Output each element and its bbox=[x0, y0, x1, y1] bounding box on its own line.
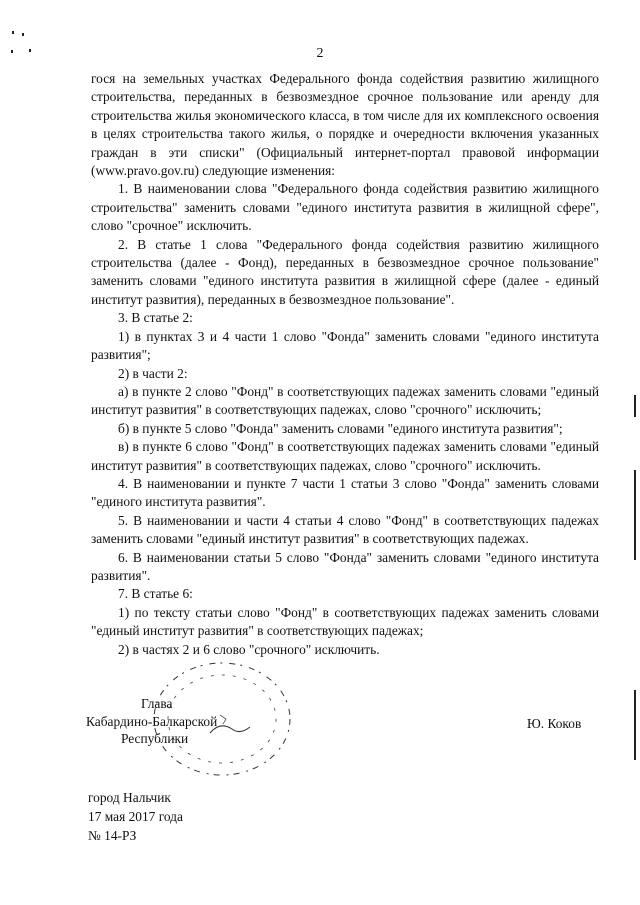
signer-name: Ю. Коков bbox=[527, 716, 582, 731]
scan-edge-line bbox=[634, 395, 636, 417]
signature-title bbox=[86, 695, 256, 748]
footer-city: город Нальчик bbox=[88, 790, 171, 805]
paragraph-item-5: 5. В наименовании и части 4 статьи 4 слово "Фонд" в соответствующих падежах заменить словами "единый институт развития" в соответствующих падежах. bbox=[91, 512, 599, 547]
footer-law-number: № 14-РЗ bbox=[88, 828, 137, 843]
paragraph-item-3: 3. В статье 2: bbox=[118, 310, 193, 326]
paragraph-item-3-2-b: б) в пункте 5 слово "Фонда" заменить словами "единого института развития"; bbox=[118, 420, 563, 436]
paragraph-item-1: 1. В наименовании слова "Федерального фонда содействия развитию жилищного строительства" заменить словами "единого института развития в жилищной сфере", слово "срочное" исключить. bbox=[91, 181, 599, 234]
body-text bbox=[91, 70, 599, 659]
scan-mark bbox=[12, 31, 14, 34]
signature-title-line: Кабардино-Балкарской bbox=[86, 713, 218, 729]
paragraph-item-7-1: 1) по тексту статьи слово "Фонд" в соответствующих падежах заменить словами "единый институт развития" в соответствующих падежах; bbox=[91, 604, 599, 639]
document-footer bbox=[88, 788, 183, 845]
paragraph-item-3-2: 2) в части 2: bbox=[118, 365, 188, 381]
paragraph-item-4: 4. В наименовании и пункте 7 части 1 статьи 3 слово "Фонда" заменить словами "единого института развития". bbox=[91, 475, 599, 510]
paragraph-item-7-2: 2) в частях 2 и 6 слово "срочного" исключить. bbox=[118, 641, 380, 657]
paragraph-item-6: 6. В наименовании статьи 5 слово "Фонда" заменить словами "единого института развития". bbox=[91, 549, 599, 583]
paragraph-item-3-2-c: в) в пункте 6 слово "Фонд" в соответствующих падежах заменить словами "единый институт развития" в соответствующих падежах, слово "срочного" исключить. bbox=[91, 439, 599, 473]
paragraph-item-2: 2. В статье 1 слова "Федерального фонда содействия развитию жилищного строительства (далее - Фонд), переданных в безвозмездное срочное пользование" заменить словами "единого института развития в жилищной сфере (далее - единый институт развития), переданных в безвозмездное пользование". bbox=[91, 236, 599, 307]
footer-date: 17 мая 2017 года bbox=[88, 809, 183, 824]
paragraph-item-3-2-a: а) в пункте 2 слово "Фонд" в соответствующих падежах заменить словами "единый институт развития" в соответствующих падежах, слово "срочного" исключить; bbox=[91, 383, 599, 418]
scan-mark bbox=[22, 33, 24, 36]
paragraph-item-3-1: 1) в пунктах 3 и 4 части 1 слово "Фонда" заменить словами "единого института развития"; bbox=[91, 328, 599, 363]
scan-edge-line bbox=[634, 470, 636, 560]
paragraph-item-7: 7. В статье 6: bbox=[118, 586, 193, 602]
paragraph-intro: гося на земельных участках Федерального фонда содействия развитию жилищного строительства, переданных в безвозмездное срочное пользование или аренду для строительства жилья экономического класса, в том числе для их комплексного освоения в целях строительства такого жилья, о порядке и очередности включения указанных граждан в эти списки" (Официальный интернет-портал правовой информации (www.pravo.gov.ru) следующие изменения: bbox=[91, 71, 599, 179]
signature-title-line: Глава bbox=[141, 696, 173, 711]
signature-title-line: Республики bbox=[121, 731, 189, 746]
scan-edge-line bbox=[634, 690, 636, 760]
page-number: 2 bbox=[316, 46, 324, 61]
